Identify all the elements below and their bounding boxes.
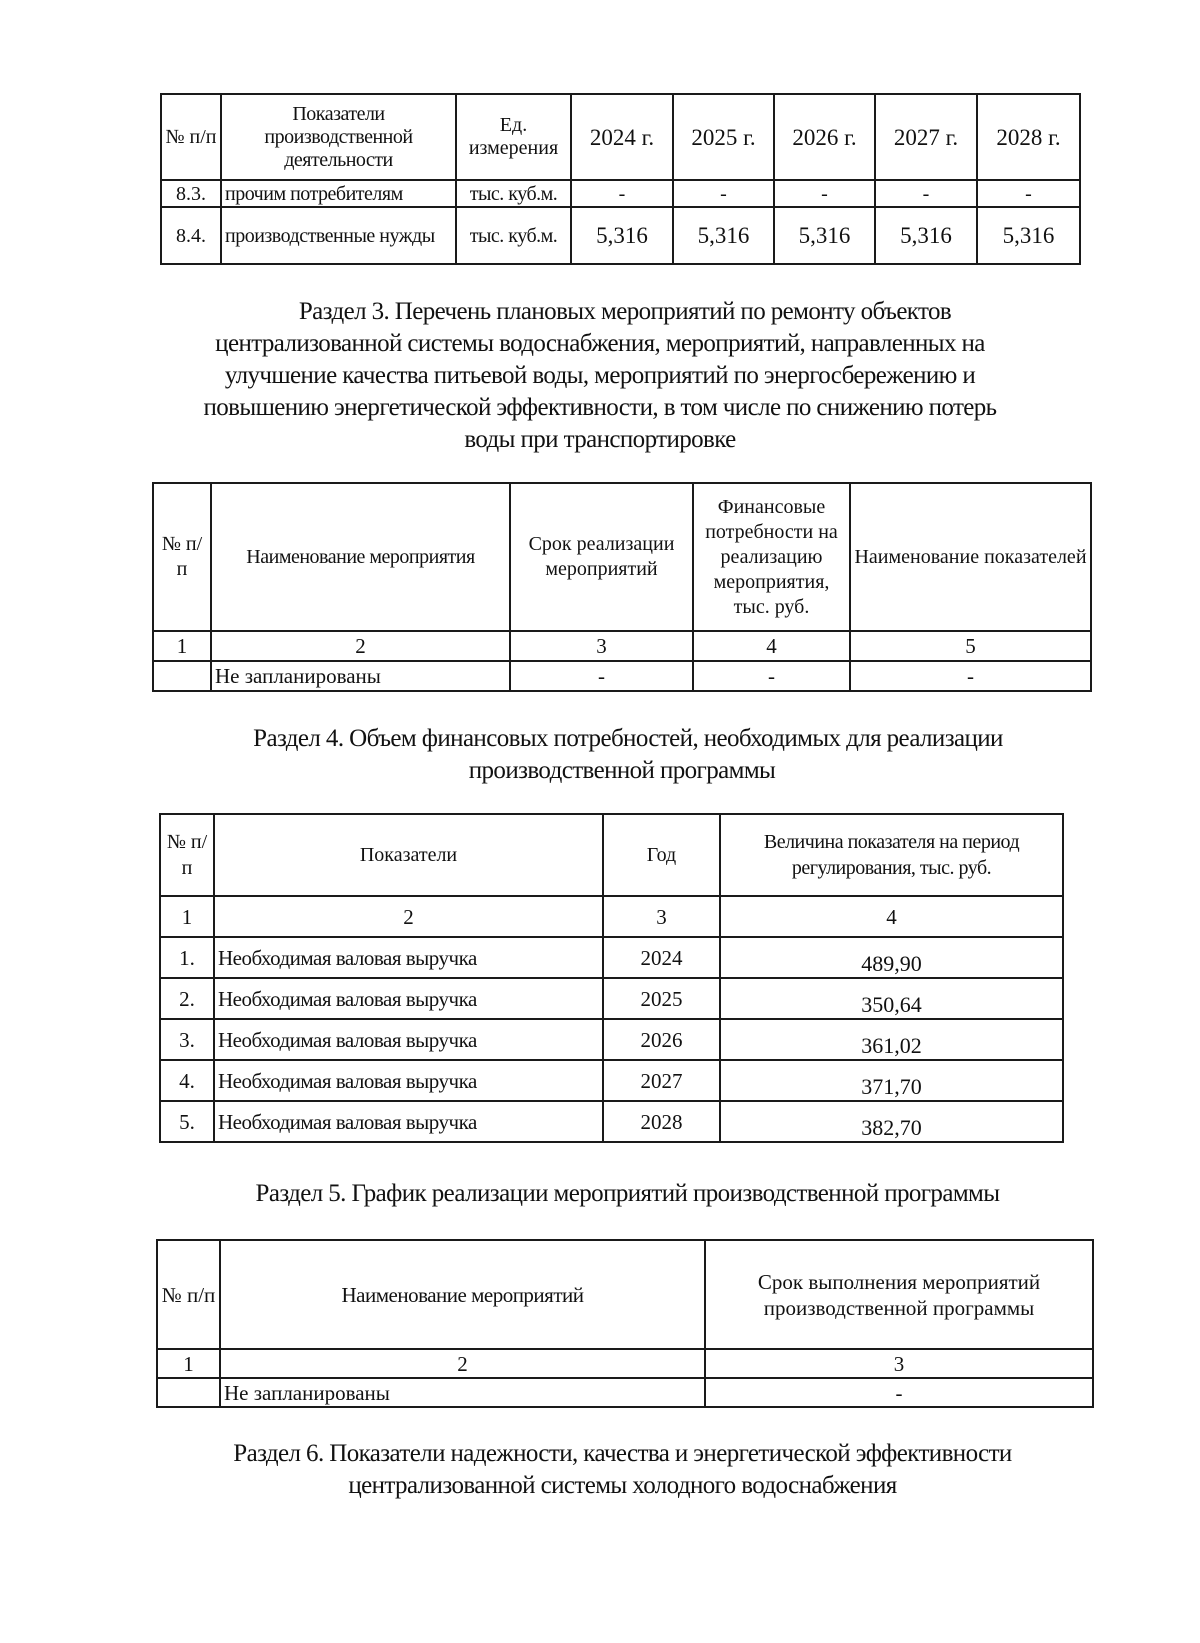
column-number: 4 <box>720 896 1063 937</box>
row-year: 2024 <box>603 937 720 978</box>
section-3-title-line: воды при транспортировке <box>464 426 736 453</box>
header-indicators: Показатели производственной деятельности <box>221 94 456 180</box>
row-term: - <box>510 661 693 691</box>
row-value: 489,90 <box>720 937 1063 978</box>
row-unit: тыс. куб.м. <box>456 207 571 264</box>
header-unit: Ед. измерения <box>456 94 571 180</box>
row-value-2028: - <box>977 180 1080 207</box>
header-year-2025: 2025 г. <box>673 94 774 180</box>
table-row <box>160 937 1063 978</box>
row-year: 2025 <box>603 978 720 1019</box>
column-number: 3 <box>510 631 693 661</box>
header-term: Срок реализации мероприятий <box>510 483 693 631</box>
header-activity-name: Наименование мероприятий <box>220 1240 705 1349</box>
row-value: 382,70 <box>720 1101 1063 1142</box>
table-row <box>160 1019 1063 1060</box>
header-year-2026: 2026 г. <box>774 94 875 180</box>
row-name: Необходимая валовая выручка <box>214 1101 603 1142</box>
row-value-2025: 5,316 <box>673 207 774 264</box>
header-num: № п/п <box>160 814 214 896</box>
schedule-table <box>156 1239 1094 1408</box>
planned-activities-table <box>152 482 1092 692</box>
section-3-title-line: улучшение качества питьевой воды, мероприятий по энергосбережению и <box>224 362 976 389</box>
table-header-row <box>160 814 1063 896</box>
row-num: 4. <box>160 1060 214 1101</box>
row-value-2028: 5,316 <box>977 207 1080 264</box>
section-3-title <box>0 296 1200 328</box>
column-number: 2 <box>214 896 603 937</box>
row-value-2027: - <box>875 180 977 207</box>
row-num: 2. <box>160 978 214 1019</box>
column-number: 5 <box>850 631 1091 661</box>
section-3-title-body <box>0 328 1200 456</box>
row-value-2024: 5,316 <box>571 207 673 264</box>
table-row <box>157 1378 1093 1407</box>
row-num: 1. <box>160 937 214 978</box>
row-num: 8.4. <box>161 207 221 264</box>
column-number: 2 <box>211 631 510 661</box>
table-header-row <box>157 1240 1093 1349</box>
row-value-2027: 5,316 <box>875 207 977 264</box>
row-name: прочим потребителям <box>221 180 456 207</box>
header-term: Срок выполнения мероприятий производственной программы <box>705 1240 1093 1349</box>
section-5-title <box>0 1178 1200 1210</box>
column-number: 3 <box>603 896 720 937</box>
section-3-title-line: Раздел 3. Перечень плановых мероприятий по ремонту объектов <box>298 298 952 325</box>
row-name: Не запланированы <box>220 1378 705 1407</box>
table-row <box>160 1060 1063 1101</box>
header-year: Год <box>603 814 720 896</box>
row-finance: - <box>693 661 850 691</box>
row-year: 2026 <box>603 1019 720 1060</box>
row-year: 2028 <box>603 1101 720 1142</box>
section-6-title-line: Раздел 6. Показатели надежности, качества и энергетической эффективности <box>233 1440 1012 1467</box>
section-5-title-line: Раздел 5. График реализации мероприятий производственной программы <box>255 1180 1000 1207</box>
table-row <box>160 978 1063 1019</box>
section-4-title <box>0 723 1200 755</box>
row-name: Не запланированы <box>211 661 510 691</box>
section-4-title-line: Раздел 4. Объем финансовых потребностей, необходимых для реализации <box>253 725 1003 752</box>
column-number: 2 <box>220 1349 705 1378</box>
table-row <box>161 207 1080 264</box>
header-activity-name: Наименование мероприятия <box>211 483 510 631</box>
column-numbers-row <box>153 631 1091 661</box>
table-header-row <box>153 483 1091 631</box>
header-year-2027: 2027 г. <box>875 94 977 180</box>
column-number: 4 <box>693 631 850 661</box>
row-name: Необходимая валовая выручка <box>214 978 603 1019</box>
section-4-title-body <box>0 755 1200 787</box>
table-row <box>153 661 1091 691</box>
row-value-2026: - <box>774 180 875 207</box>
row-name: Необходимая валовая выручка <box>214 937 603 978</box>
column-number: 3 <box>705 1349 1093 1378</box>
section-6-title-line: централизованной системы холодного водоснабжения <box>348 1472 897 1499</box>
financial-needs-table <box>159 813 1064 1143</box>
row-unit: тыс. куб.м. <box>456 180 571 207</box>
header-indicators-name: Наименование показателей <box>850 483 1091 631</box>
row-name: Необходимая валовая выручка <box>214 1060 603 1101</box>
header-indicators: Показатели <box>214 814 603 896</box>
header-num: № п/п <box>157 1240 220 1349</box>
column-numbers-row <box>160 896 1063 937</box>
table-header-row <box>161 94 1080 180</box>
header-value: Величина показателя на период регулирования, тыс. руб. <box>720 814 1063 896</box>
row-value: 361,02 <box>720 1019 1063 1060</box>
column-number: 1 <box>157 1349 220 1378</box>
production-indicators-table <box>160 93 1081 265</box>
table-row <box>160 1101 1063 1142</box>
column-number: 1 <box>153 631 211 661</box>
row-value: 371,70 <box>720 1060 1063 1101</box>
row-term: - <box>705 1378 1093 1407</box>
section-3-title-line: повышению энергетической эффективности, в том числе по снижению потерь <box>203 394 997 421</box>
row-num: 8.3. <box>161 180 221 207</box>
row-value-2026: 5,316 <box>774 207 875 264</box>
header-finance: Финансовые потребности на реализацию мероприятия, тыс. руб. <box>693 483 850 631</box>
row-value-2024: - <box>571 180 673 207</box>
column-number: 1 <box>160 896 214 937</box>
row-num: 3. <box>160 1019 214 1060</box>
header-num: № п/п <box>161 94 221 180</box>
header-year-2024: 2024 г. <box>571 94 673 180</box>
section-6-title <box>0 1438 1200 1502</box>
row-name: Необходимая валовая выручка <box>214 1019 603 1060</box>
row-num <box>157 1378 220 1407</box>
table-row <box>161 180 1080 207</box>
row-value: 350,64 <box>720 978 1063 1019</box>
header-num: № п/п <box>153 483 211 631</box>
row-value-2025: - <box>673 180 774 207</box>
column-numbers-row <box>157 1349 1093 1378</box>
row-year: 2027 <box>603 1060 720 1101</box>
header-year-2028: 2028 г. <box>977 94 1080 180</box>
row-num <box>153 661 211 691</box>
row-num: 5. <box>160 1101 214 1142</box>
row-indicators: - <box>850 661 1091 691</box>
section-4-title-line: производственной программы <box>468 757 776 784</box>
row-name: производственные нужды <box>221 207 456 264</box>
section-3-title-line: централизованной системы водоснабжения, мероприятий, направленных на <box>215 330 985 357</box>
